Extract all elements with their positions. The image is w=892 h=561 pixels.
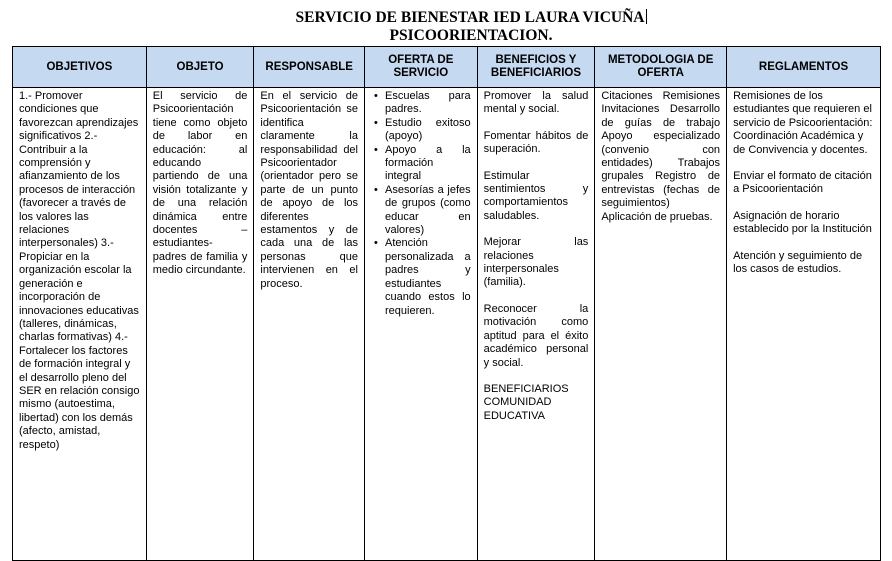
services-table [12,46,881,561]
list-item: Mejorar las relaciones interpersonales (familia). [483,236,589,289]
list-item: Fomentar hábitos de superación. [483,129,589,156]
list-item: Promover la salud mental y social. [483,90,589,116]
header-objetivos: OBJETIVOS [13,47,147,88]
header-reglamentos: REGLAMENTOS [727,47,881,88]
cell-objeto: El servicio de Psicoorientación tiene como objeto de labor en educación: al educando partiendo de una visión totalizante y de una relación dinámica entre docentes – estudiantes- padres de familia y medio circundante. [146,88,254,561]
list-item: Remisiones de los estudiantes que requieren el servicio de Psicoorientación: Coordinación Académica y de Convivencia y docentes. [733,90,873,156]
header-beneficios: BENEFICIOS Y BENEFICIARIOS [477,47,595,88]
cell-responsable: En el servicio de Psicoorientación se identifica claramente la responsabilidad del Psicoorientador (orientador pero se parte de un punto de apoyo de los diferentes estamentos y de cada una de las personas que intervienen en el proceso. [254,88,365,561]
cell-beneficios [477,88,595,561]
header-objeto: OBJETO [146,47,254,88]
list-item: • Estudio exitoso (apoyo) [385,117,471,144]
cell-reglamentos [727,88,881,561]
cell-objetivos: 1.- Promover condiciones que favorezcan aprendizajes significativos 2.- Contribuir a la comprensión y afianzamiento de los procesos de interacción (favorecer a través de los valores las relaciones interpersonales) 3.- Propiciar en la organización escolar la generación e incorporación de innovaciones educativas (talleres, dinámicas, charlas formativas) 4.- Fortalecer los factores de formación integral y el desarrollo pleno del SER en relación consigo mismo (autoestima, libertad) con los demás (afecto, amistad, respeto) [13,88,147,561]
header-metodologia: METODOLOGIA DE OFERTA [595,47,727,88]
cell-oferta [365,88,478,561]
text-cursor [646,9,647,24]
list-item: Reconocer la motivación como aptitud para el éxito académico personal y social. [483,302,589,369]
document-title: SERVICIO DE BIENESTAR IED LAURA VICUÑA [295,9,645,26]
list-item: Asignación de horario establecido por la Institución [733,209,872,236]
list-item: • Apoyo a la formación integral [385,144,471,184]
cell-metodologia: Citaciones Remisiones Invitaciones Desarrollo de guías de trabajo Apoyo especializado (convenio con entidades) Trabajos grupales Registro de entrevistas (fechas de seguimientos) Aplicación de pruebas. [595,88,727,561]
list-item: Enviar el formato de citación a Psicoorientación [733,170,872,196]
list-item: • Asesorías a jefes de grupos (como educar en valores) [385,184,471,238]
list-item: • Atención personalizada a padres y estudiantes cuando estos lo requieren. [385,237,471,317]
list-item: • Escuelas para padres. [385,90,471,117]
document-subtitle: PSICOORIENTACION. [389,27,553,44]
list-item: BENEFICIARIOS COMUNIDAD EDUCATIVA [483,382,569,422]
header-row [13,47,881,88]
header-oferta: OFERTA DE SERVICIO [365,47,478,88]
list-item: Estimular sentimientos y comportamientos saludables. [483,169,589,222]
table-row [13,88,881,561]
list-item: Atención y seguimiento de los casos de estudios. [733,249,863,276]
header-responsable: RESPONSABLE [254,47,365,88]
